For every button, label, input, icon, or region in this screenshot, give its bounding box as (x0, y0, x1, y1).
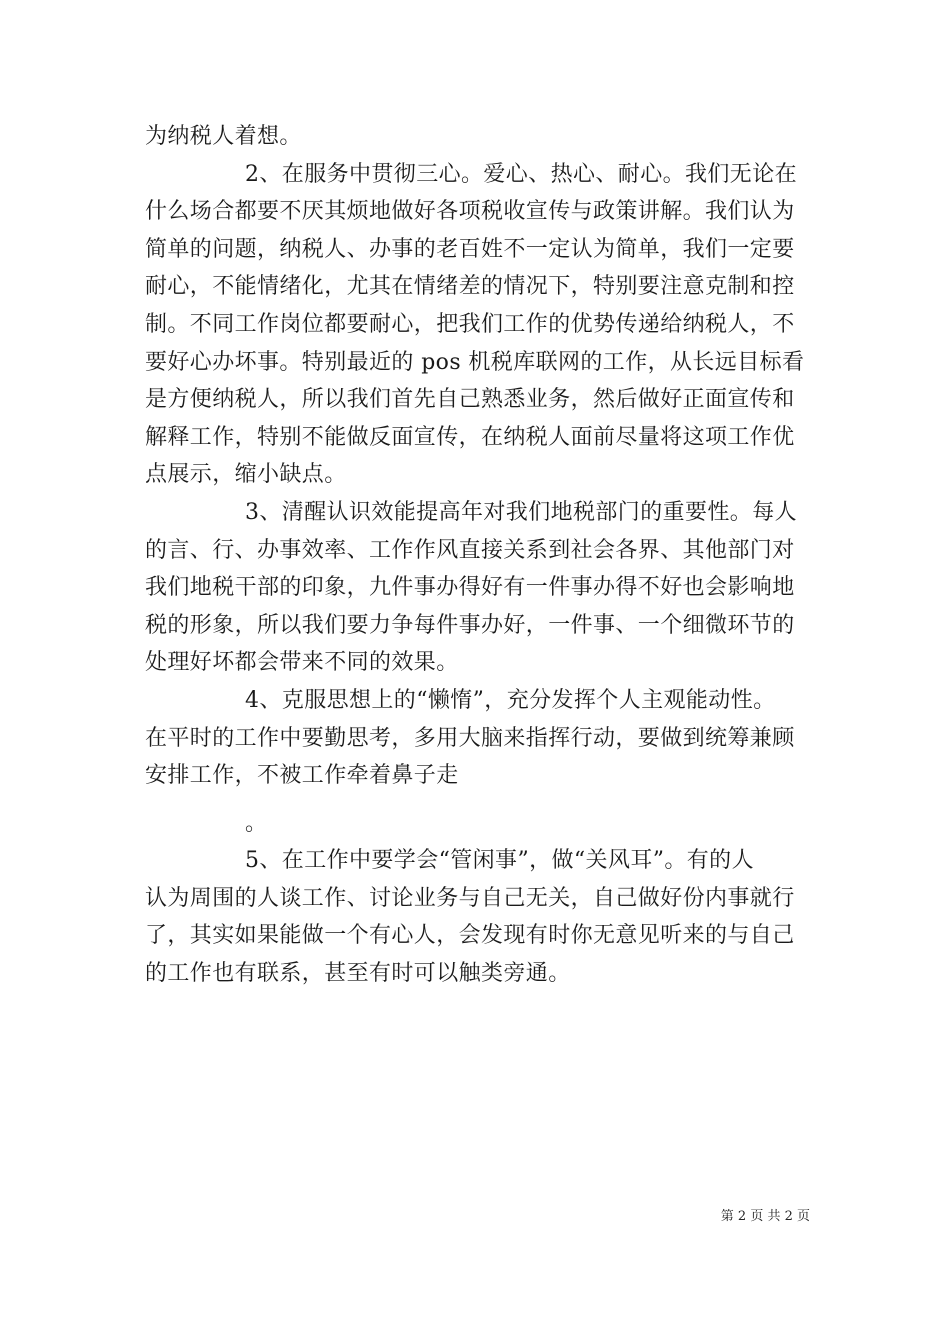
paragraph-first-line: 3、清醒认识效能提高年对我们地税部门的重要性。每人 (245, 499, 797, 525)
text-line: 简单的问题，纳税人、办事的老百姓不一定认为简单，我们一定要 (145, 236, 795, 262)
text-line: 为纳税人着想。 (145, 124, 302, 149)
text-line: 安排工作，不被工作牵着鼻子走 (145, 763, 459, 789)
text-line: 制。不同工作岗位都要耐心，把我们工作的优势传递给纳税人，不 (145, 311, 795, 337)
text-line: 在平时的工作中要勤思考，多用大脑来指挥行动，要做到统筹兼顾 (145, 725, 795, 751)
text-line: 什么场合都要不厌其烦地做好各项税收宣传与政策讲解。我们认为 (145, 199, 795, 225)
paragraph-first-line: 5、在工作中要学会“管闲事”，做“关风耳”。有的人 (245, 848, 754, 874)
text-block-final-paragraph (145, 842, 809, 992)
text-line: 是方便纳税人，所以我们首先自己熟悉业务，然后做好正面宣传和 (145, 387, 795, 413)
text-block-main (145, 118, 809, 795)
text-line: 税的形象，所以我们要力争每件事办好，一件事、一个细微环节的 (145, 612, 795, 638)
page-number-footer: 第 2 页 共 2 页 (720, 1209, 810, 1224)
text-line: 了，其实如果能做一个有心人，会发现有时你无意见听来的与自己 (145, 923, 795, 949)
paragraph-first-line: 2、在服务中贯彻三心。爱心、热心、耐心。我们无论在 (245, 161, 797, 187)
paragraph-first-line: 4、克服思想上的“懒惰”，充分发挥个人主观能动性。 (245, 687, 776, 713)
text-line: 的工作也有联系，甚至有时可以触类旁通。 (145, 961, 571, 987)
text-line: 耐心，不能情绪化，尤其在情绪差的情况下，特别要注意克制和控 (145, 274, 795, 300)
text-line: 要好心办坏事。特别最近的 pos 机税库联网的工作，从长远目标看 (145, 349, 805, 375)
text-line: 点展示，缩小缺点。 (145, 462, 347, 488)
document-body (145, 118, 809, 993)
text-line: 的言、行、办事效率、工作作风直接关系到社会各界、其他部门对 (145, 537, 795, 563)
stray-punctuation: 。 (245, 810, 268, 836)
text-line: 处理好坏都会带来不同的效果。 (145, 650, 459, 676)
text-line: 认为周围的人谈工作、讨论业务与自己无关，自己做好份内事就行 (145, 885, 795, 911)
text-line: 解释工作，特别不能做反面宣传，在纳税人面前尽量将这项工作优 (145, 424, 795, 450)
text-line: 我们地税干部的印象，九件事办得好有一件事办得不好也会影响地 (145, 575, 795, 601)
